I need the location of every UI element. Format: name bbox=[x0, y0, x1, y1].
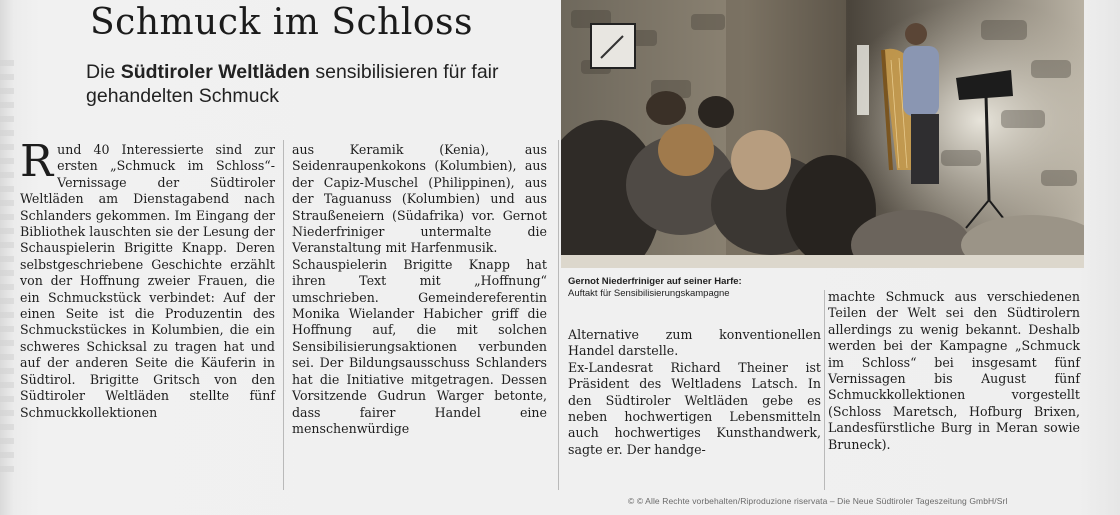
paragraph-3: Schauspielerin Brigitte Knapp hat ihren Text mit „Hoffnung“ umschrieben. Gemeindereferentin Monika Wielander Habicher griff die Hoffnung auf, die mit solchen Sensibilisierungsaktionen verbunden sei. Der Bildungsausschuss Schlanders hat die Initiative mitgetragen. Dessen Vorsitzende Gudrun Warger betonte, dass fairer Handel eine menschenwürdige bbox=[292, 256, 547, 436]
subtitle bbox=[86, 60, 526, 108]
paragraph-4: Alternative zum konventionellen Handel darstelle. bbox=[568, 327, 821, 359]
article-column-3 bbox=[568, 327, 821, 458]
paragraph-2: aus Keramik (Kenia), aus Seidenraupenkokons (Kolumbien), aus der Capiz-Muschel (Philippinen), aus der Taguanuss (Kolumbien) und aus Straußeneiern (Südafrika) vor. Gernot Niederfriniger untermalte die Veranstaltung mit Harfenmusik. bbox=[292, 142, 547, 256]
dropcap: R bbox=[20, 136, 54, 187]
paragraph-6: machte Schmuck aus verschiedenen Teilen der Welt sei den Südtirolern allerdings zu wenig bekannt. Deshalb werden bei der Kampagne „Schmuck im Schloss“ bei insgesamt fünf Vernissagen bis August fünf Schmuckkollektionen vorgestellt (Schloss Maretsch, Hofburg Brixen, Landesfürstliche Burg in Meran sowie Bruneck). bbox=[828, 289, 1080, 452]
caption-text: Auftakt für Sensibilisierungskampagne bbox=[568, 288, 730, 299]
bleed-through-left-edge bbox=[0, 60, 14, 480]
column-rule-2 bbox=[558, 140, 559, 490]
subtitle-bold: Südtiroler Weltläden bbox=[120, 61, 310, 83]
paragraph-5: Ex-Landesrat Richard Theiner ist Präsident des Weltladens Latsch. In den Südtiroler Weltläden gebe es neben hochwertigen Lebensmitteln auch hochwertiges Kunsthandwerk, sagte er. Der handge- bbox=[568, 359, 821, 457]
article-column-2 bbox=[292, 142, 547, 437]
column-rule-1 bbox=[283, 140, 284, 490]
article-column-1 bbox=[20, 136, 275, 421]
paragraph-1 bbox=[20, 136, 275, 421]
harp-performance-photo bbox=[561, 0, 1084, 268]
photo-scene bbox=[561, 0, 1084, 268]
column-rule-3 bbox=[824, 290, 825, 490]
subtitle-suffix: sensibilisieren für fair gehandelten Schmuck bbox=[86, 61, 499, 107]
photo-caption bbox=[568, 276, 818, 300]
copyright-footer: © © Alle Rechte vorbehalten/Riproduzione riservata – Die Neue Südtiroler Tageszeitung GmbH/Srl bbox=[628, 496, 1008, 506]
caption-title: Gernot Niederfriniger auf seiner Harfe: bbox=[568, 276, 742, 287]
col1-text: und 40 Interessierte sind zur ersten „Schmuck im Schloss“-Vernissage der Südtiroler Weltläden am Dienstagabend nach Schlanders gekommen. Im Eingang der Bibliothek lauschten sie der Lesung der Schauspielerin Brigitte Knapp. Deren selbstgeschriebene Geschichte erzählt von der Hoffnung zweier Frauen, die ein Schmuckstück verbindet: Auf der einen Seite ist die Produzentin des Schmuckstückes in Kolumbien, die ein schweres Schicksal zu tragen hat und auf der anderen Seite die Käuferin in Südtirol. Brigitte Gritsch von den Südtiroler Weltläden stellte fünf Schmuckkollektionen bbox=[20, 142, 275, 420]
subtitle-prefix: Die bbox=[86, 61, 121, 83]
article-column-4 bbox=[828, 289, 1080, 453]
headline: Schmuck im Schloss bbox=[90, 2, 473, 43]
